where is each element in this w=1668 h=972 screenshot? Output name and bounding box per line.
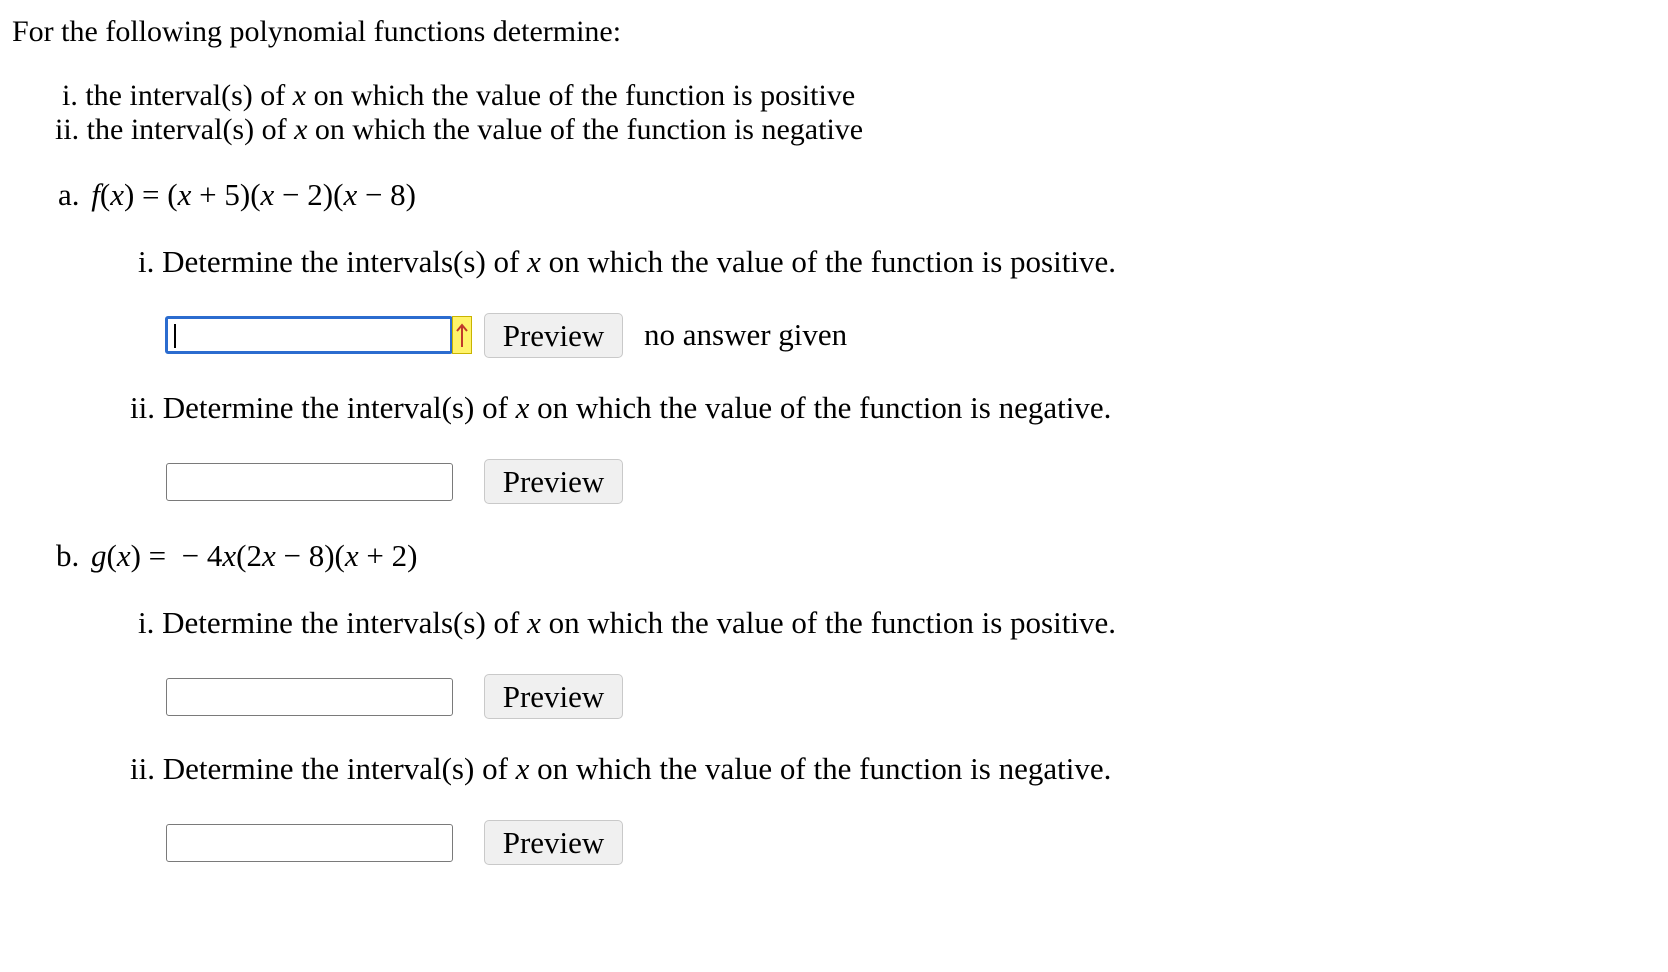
part-b-function: b. g(x) = − 4x(2x − 8)(x + 2)	[56, 538, 418, 573]
preview-button-b-i[interactable]: Preview	[484, 674, 623, 719]
up-arrow-icon[interactable]	[452, 316, 472, 354]
part-a-positive-answer-input[interactable]	[165, 316, 453, 354]
part-a-function: a. f(x) = (x + 5)(x − 2)(x − 8)	[58, 177, 417, 212]
instructions-heading: For the following polynomial functions determine:	[12, 15, 622, 48]
part-a-question-positive: i. Determine the intervals(s) of x on which the value of the function is positive.	[138, 244, 1116, 279]
preview-button-a-ii[interactable]: Preview	[484, 459, 623, 504]
text-caret	[174, 324, 176, 348]
preview-button-a-i[interactable]: Preview	[484, 313, 623, 358]
preview-button-b-ii[interactable]: Preview	[484, 820, 623, 865]
part-b-question-negative: ii. Determine the interval(s) of x on which the value of the function is negative.	[130, 751, 1112, 786]
part-b-negative-answer-input[interactable]	[166, 824, 453, 862]
part-b-question-positive: i. Determine the intervals(s) of x on which the value of the function is positive.	[138, 605, 1116, 640]
instruction-item-positive: i. the interval(s) of x on which the value of the function is positive	[62, 79, 856, 112]
part-a-negative-answer-input[interactable]	[166, 463, 453, 501]
part-a-question-negative: ii. Determine the interval(s) of x on which the value of the function is negative.	[130, 390, 1112, 425]
answer-status: no answer given	[644, 317, 848, 352]
part-b-positive-answer-input[interactable]	[166, 678, 453, 716]
instruction-item-negative: ii. the interval(s) of x on which the value of the function is negative	[55, 113, 864, 146]
